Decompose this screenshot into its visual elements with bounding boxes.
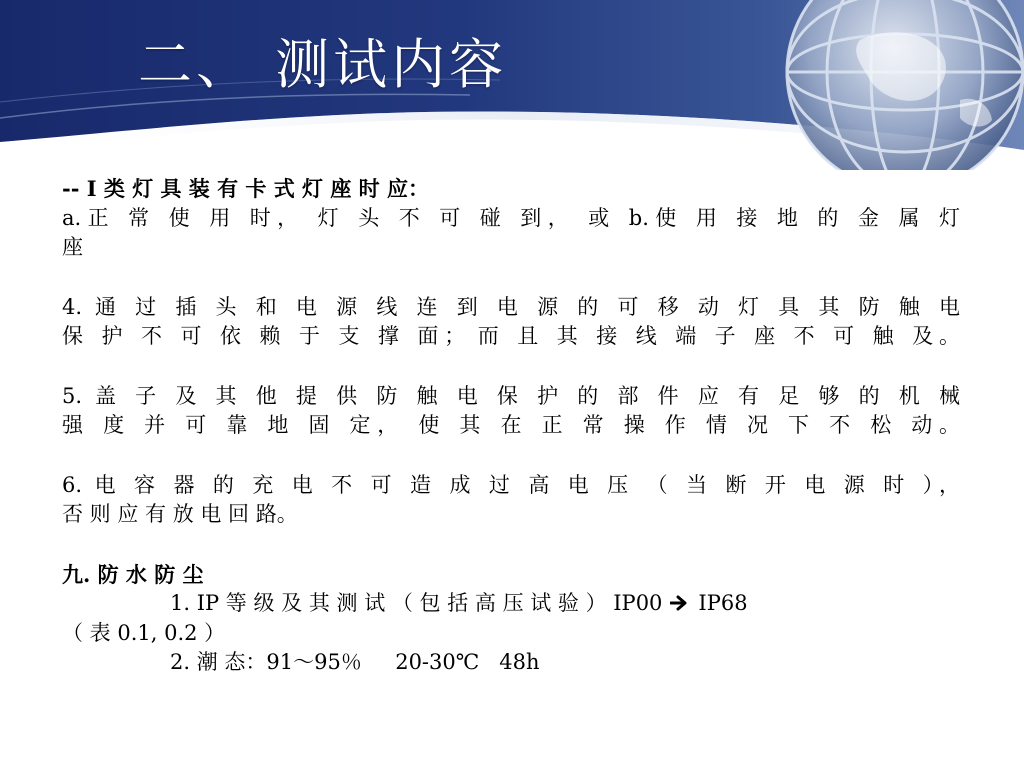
section9-sub1-text: 1. IP 等 级 及 其 测 试 （ 包 括 高 压 试 验 ） IP00 [170,591,663,615]
class1-line1: a.正 常 使 用 时， 灯 头 不 可 碰 到， 或 b.使 用 接 地 的 金 属 灯 [62,205,960,230]
item6-line2: 否 则 应 有 放 电 回 路。 [62,502,298,526]
globe-graphic [787,0,1023,170]
spacer [62,441,960,471]
spacer [62,263,960,293]
item4-line1: 4. 通 过 插 头 和 电 源 线 连 到 电 源 的 可 移 动 灯 具 其 防 触 电 [62,294,960,319]
section9-heading: 九. 防 水 防 尘 [62,561,204,587]
right-arrow-icon [670,595,690,611]
section9-sub2: 2. 潮 态：91～95％ 20-30℃ 48h [170,650,540,674]
spacer [62,352,960,382]
slide-body [62,174,960,678]
slide-title: 二、 测试内容 [138,33,508,96]
item6-line1: 6. 电 容 器 的 充 电 不 可 造 成 过 高 电 压 （ 当 断 开 电 源 时 ）， [62,472,961,497]
section9-sub1-line2: （ 表 0.1, 0.2 ） [62,620,226,645]
item4-line2: 保 护 不 可 依 赖 于 支 撑 面； 而 且 其 接 线 端 子 座 不 可 触 及。 [62,324,960,348]
item5-line2: 强 度 并 可 靠 地 固 定， 使 其 在 正 常 操 作 情 况 下 不 松 动。 [62,413,960,437]
class1-heading: -- Ⅰ 类 灯 具 装 有 卡 式 灯 座 时 应： [62,176,429,201]
item5-line1: 5. 盖 子 及 其 他 提 供 防 触 电 保 护 的 部 件 应 有 足 够 的 机 械 [62,383,960,408]
class1-line2: 座 [62,235,83,259]
section9-sub1-ip68: IP68 [698,591,748,615]
section9-sub1 [62,589,960,619]
spacer [62,530,960,560]
